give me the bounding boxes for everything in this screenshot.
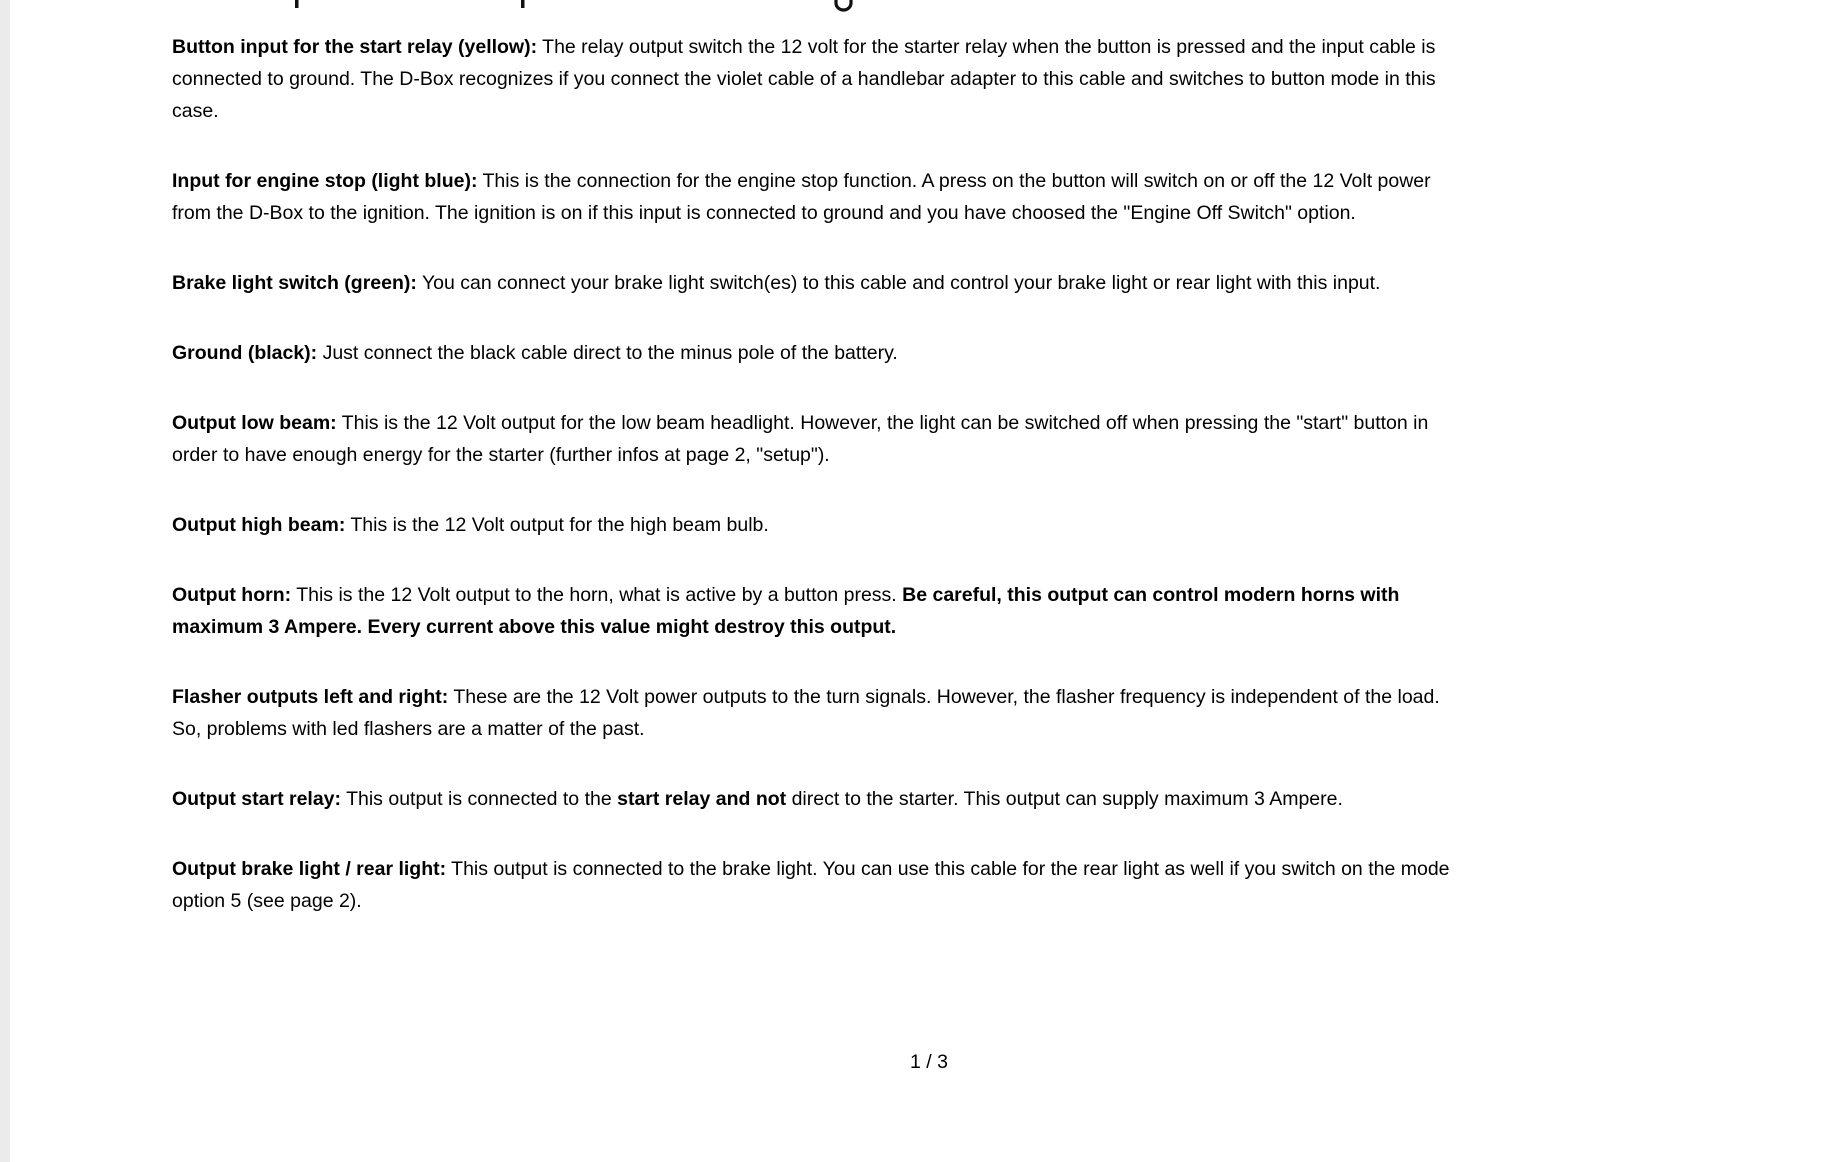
paragraph-bold-run: Flasher outputs left and right: [172, 686, 449, 708]
paragraph-bold-run: Brake light switch (green): [172, 272, 417, 294]
paragraph [172, 267, 1468, 299]
clipped-text-fragments [0, 0, 1824, 12]
paragraph-text-run: The relay output switch the 12 volt for the starter relay when the button is pressed and the input cable is connected to ground. The D-Box recognizes if you connect the violet cable of a handlebar adapter to this cable and switches to button mode in this case. [172, 36, 1436, 122]
paragraph-text-run: You can connect your brake light switch(es) to this cable and control your brake light or rear light with this input. [416, 272, 1381, 294]
paragraph-bold-run: Ground (black): [172, 342, 318, 364]
paragraph-bold-run: Button input for the start relay (yellow): [172, 36, 538, 58]
paragraph-bold-run: Output horn: [172, 584, 292, 606]
paragraph [172, 681, 1468, 745]
paragraph [172, 31, 1468, 127]
paragraph-text-run: direct to the starter. This output can supply maximum 3 Ampere. [786, 788, 1343, 810]
paragraph-text-run: This output is connected to the [341, 788, 618, 810]
paragraph-text-run: This is the 12 Volt output to the horn, what is active by a button press. [291, 584, 903, 606]
paragraph [172, 509, 1468, 541]
paragraph-bold-run: Output high beam: [172, 514, 346, 536]
paragraph-text-run: This is the 12 Volt output for the low beam headlight. However, the light can be switched off when pressing the "start" button in order to have enough energy for the starter (further infos at page 2, "setup"). [172, 412, 1429, 466]
paragraph-bold-run: Output brake light / rear light: [172, 858, 447, 880]
paragraph-text-run: These are the 12 Volt power outputs to the turn signals. However, the flasher frequency is independent of the load. So, problems with led flashers are a matter of the past. [172, 686, 1440, 740]
paragraph [172, 853, 1468, 917]
paragraph-text-run: This is the connection for the engine stop function. A press on the button will switch on or off the 12 Volt power from the D-Box to the ignition. The ignition is on if this input is connected to ground and you have choosed the "Engine Off Switch" option. [172, 170, 1431, 224]
paragraph [172, 407, 1468, 471]
paragraph [172, 337, 1468, 369]
paragraph-bold-run: Input for engine stop (light blue): [172, 170, 478, 192]
paragraph-text-run: Just connect the black cable direct to the minus pole of the battery. [317, 342, 898, 364]
document-text-column [172, 31, 1468, 955]
paragraph-text-run: This is the 12 Volt output for the high beam bulb. [345, 514, 769, 536]
paragraphs [172, 31, 1468, 917]
viewer-background-strip [0, 0, 10, 1162]
paragraph-bold-run: Be careful, this output can control modern horns with maximum 3 Ampere. Every current above this value might destroy this output. [172, 584, 1400, 638]
paragraph-text-run: This output is connected to the brake light. You can use this cable for the rear light as well if you switch on the mode option 5 (see page 2). [172, 858, 1450, 912]
paragraph-bold-run: start relay and not [617, 788, 787, 810]
page-number: 1 / 3 [910, 1051, 948, 1073]
paragraph [172, 165, 1468, 229]
paragraph-bold-run: Output start relay: [172, 788, 342, 810]
paragraph [172, 783, 1468, 815]
paragraph [172, 579, 1468, 643]
paragraph-bold-run: Output low beam: [172, 412, 337, 434]
